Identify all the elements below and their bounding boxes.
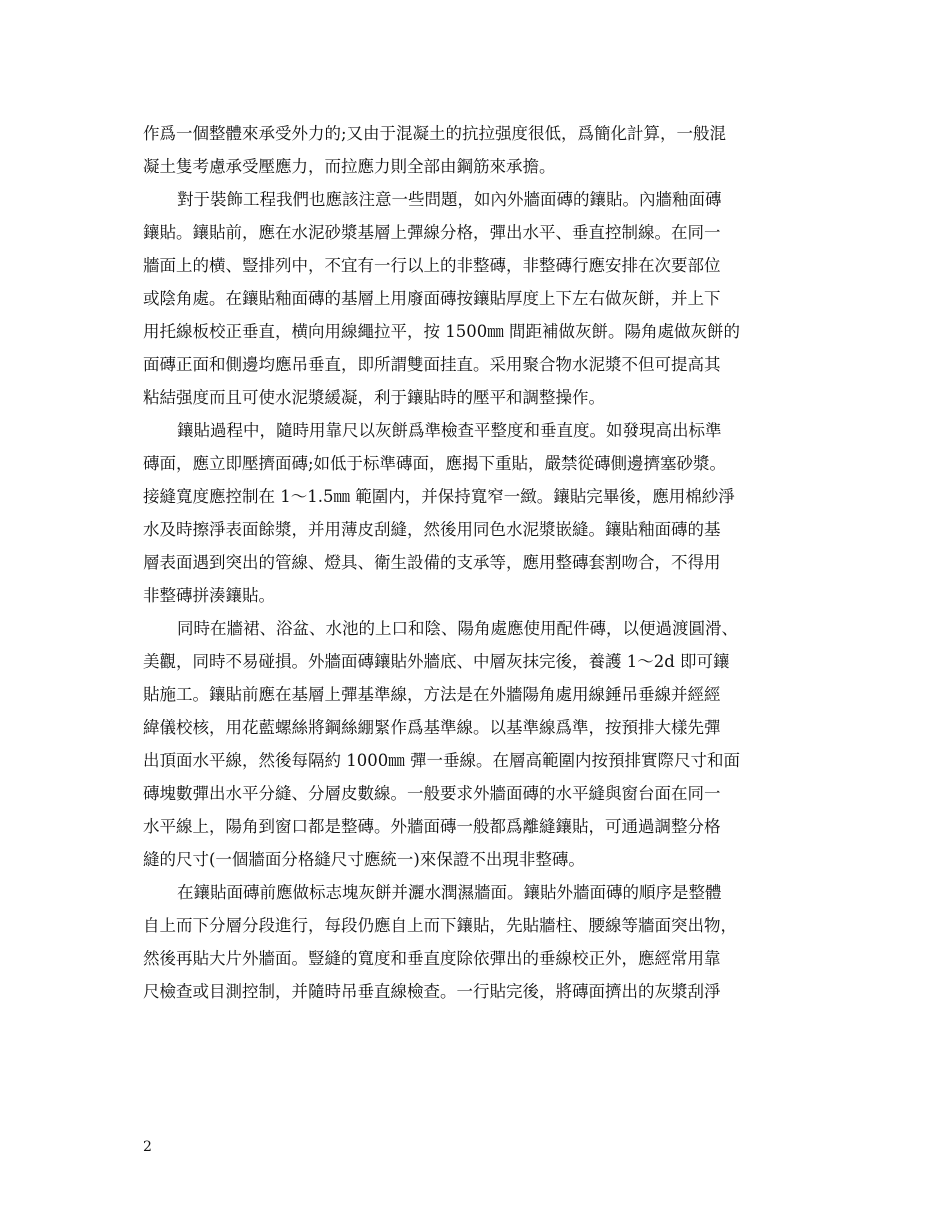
text-line: 緯儀校核，用花藍螺絲將鋼絲綳緊作爲基準線。以基準線爲準，按預排大樣先彈 [143, 718, 721, 737]
text-line: 美觀，同時不易碰損。外牆面磚鑲貼外牆底、中層灰抹完後，養護 1～2d 即可鑲 [143, 652, 730, 671]
text-line: 磚面，應立即壓擠面磚;如低于标準磚面，應揭下重貼，嚴禁從磚側邊擠塞砂漿。 [143, 454, 727, 473]
text-line: 然後再貼大片外牆面。豎縫的寬度和垂直度除依彈出的垂線校正外，應經常用靠 [143, 949, 721, 968]
text-line: 縫的尺寸(一個牆面分格縫尺寸應統一)來保證不出現非整磚。 [143, 850, 585, 869]
text-line: 在鑲貼面磚前應做标志塊灰餅并灑水潤濕牆面。鑲貼外牆面磚的順序是整體 [177, 883, 722, 902]
body-text [143, 117, 813, 1008]
text-line: 牆面上的横、豎排列中，不宜有一行以上的非整磚，非整磚行應安排在次要部位 [143, 256, 721, 275]
text-line: 凝土隻考慮承受壓應力，而拉應力則全部由鋼筋來承擔。 [143, 157, 556, 176]
text-line: 非整磚拼湊鑲貼。 [143, 586, 275, 605]
page-number: 2 [143, 1139, 152, 1155]
text-line: 自上而下分層分段進行，每段仍應自上而下鑲貼，先貼牆柱、腰線等牆面突出物， [143, 916, 737, 935]
text-line: 粘結强度而且可使水泥漿緩凝，利于鑲貼時的壓平和調整操作。 [143, 388, 605, 407]
text-line: 面磚正面和側邊均應吊垂直，即所謂雙面挂直。采用聚合物水泥漿不但可提高其 [143, 355, 721, 374]
text-line: 層表面遇到突出的管線、燈具、衛生設備的支承等，應用整磚套割吻合，不得用 [143, 553, 721, 572]
text-line: 貼施工。鑲貼前應在基層上彈基準線，方法是在外牆陽角處用線錘吊垂線并經經 [143, 685, 721, 704]
text-line: 磚塊數彈出水平分縫、分層皮數線。一般要求外牆面磚的水平縫與窗台面在同一 [143, 784, 721, 803]
text-line: 對于裝飾工程我們也應該注意一些問題，如內外牆面磚的鑲貼。內牆釉面磚 [177, 190, 722, 209]
text-line: 水及時擦淨表面餘漿，并用薄皮刮縫，然後用同色水泥漿嵌縫。鑲貼釉面磚的基 [143, 520, 721, 539]
text-line: 接縫寬度應控制在 1～1.5㎜ 範圍内，并保持寬窄一緻。鑲貼完畢後，應用棉紗淨 [143, 487, 735, 506]
text-line: 鑲貼過程中，隨時用靠尺以灰餅爲準檢查平整度和垂直度。如發現高出标準 [177, 421, 722, 440]
text-line: 水平線上，陽角到窗口都是整磚。外牆面磚一般都爲離縫鑲貼，可通過調整分格 [143, 817, 721, 836]
text-line: 出頂面水平線，然後每隔約 1000㎜ 彈一垂線。在層高範圍内按預排實際尺寸和面 [143, 751, 740, 770]
text-line: 作爲一個整體來承受外力的;又由于混凝土的抗拉强度很低，爲簡化計算，一般混 [143, 124, 727, 143]
text-line: 同時在牆裙、浴盆、水池的上口和陰、陽角處應使用配件磚，以便過渡圓滑、 [177, 619, 738, 638]
text-line: 或陰角處。在鑲貼釉面磚的基層上用廢面磚按鑲貼厚度上下左右做灰餅，并上下 [143, 289, 721, 308]
text-line: 鑲貼。鑲貼前，應在水泥砂漿基層上彈線分格，彈出水平、垂直控制線。在同一 [143, 223, 721, 242]
text-line: 用托線板校正垂直，横向用線繩拉平，按 1500㎜ 間距補做灰餅。陽角處做灰餅的 [143, 322, 740, 341]
text-line: 尺檢查或目測控制，并隨時吊垂直線檢查。一行貼完後，將磚面擠出的灰漿刮淨 [143, 982, 721, 1001]
